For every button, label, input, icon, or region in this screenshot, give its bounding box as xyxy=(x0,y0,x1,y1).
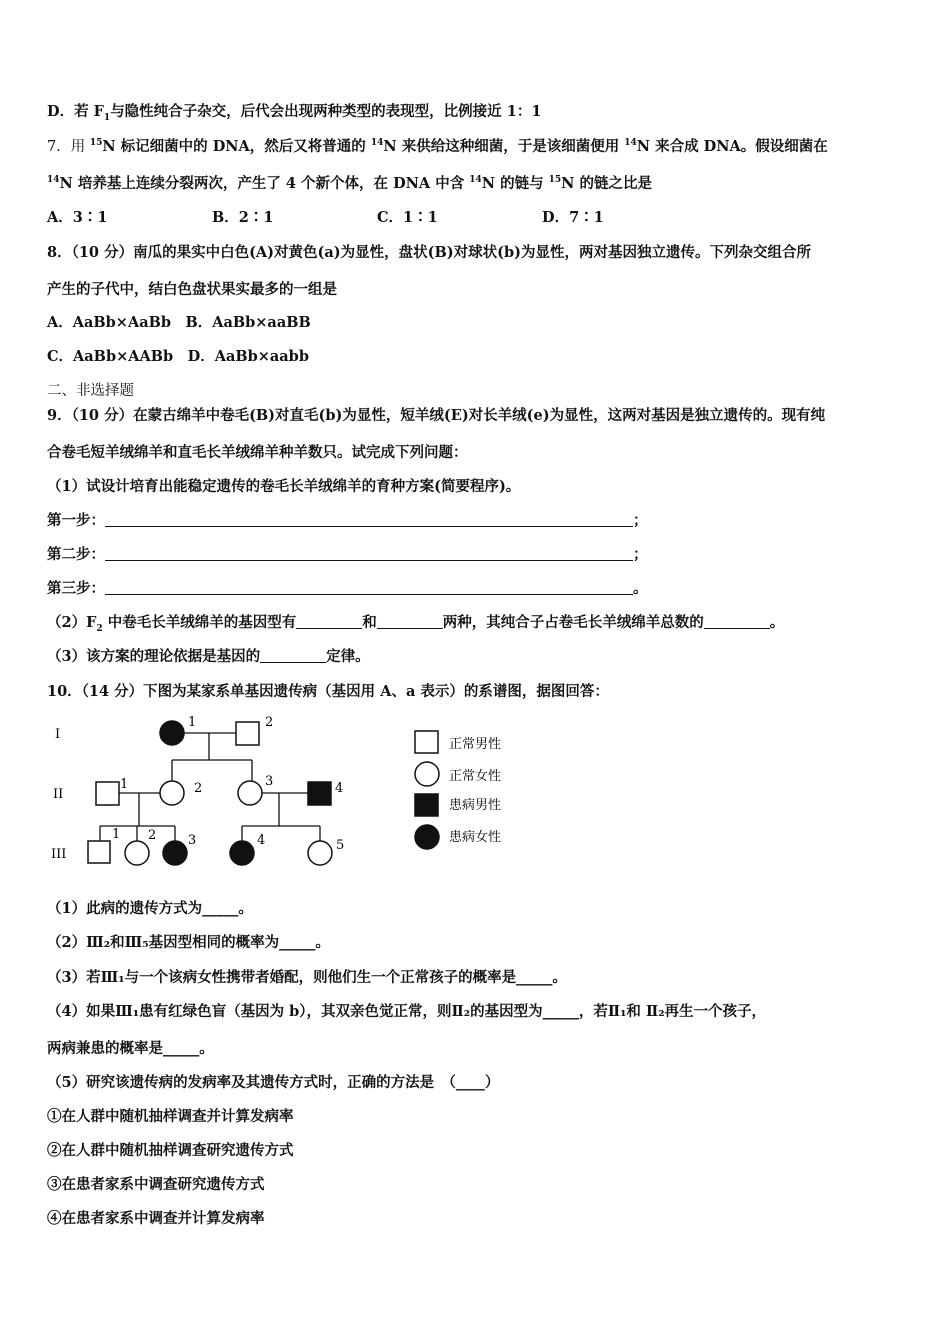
num-i2: 2 xyxy=(265,715,274,730)
gen-label-i: I xyxy=(55,727,61,742)
q7-option-d: D．7∶1 xyxy=(542,209,604,226)
num-iii3: 3 xyxy=(188,833,197,848)
q9-stem-line1: 9．（10 分）在蒙古绵羊中卷毛(B)对直毛(b)为显性，短羊绒(E)对长羊绒(e)为显性，这两对基因是独立遗传的。现有纯 xyxy=(47,407,826,424)
legend-normal-male-symbol xyxy=(415,731,438,753)
q9-sub2: $(2)F_2$ 中卷毛长羊绒绵羊的基因型有 和 两种，其纯合子占卷毛长羊绒绵羊总数的 。 xyxy=(47,614,785,634)
num-ii3: 3 xyxy=(265,774,274,789)
legend-affected-male: 患病男性 xyxy=(449,798,502,813)
individual-ii2-normal-female xyxy=(160,781,184,805)
q7-option-b: B．2∶1 xyxy=(212,209,274,226)
q10-choice-4: ④在患者家系中调查并计算发病率 xyxy=(47,1210,265,1227)
pedigree-chart xyxy=(45,708,525,878)
q10-choice-2: ②在人群中随机抽样调查研究遗传方式 xyxy=(47,1142,294,1159)
num-i1: 1 xyxy=(188,715,197,730)
q7-stem-line2: $^{14}$N 培养基上连续分裂两次，产生了 4 个新个体，在 DNA 中含 $^{14}$N 的链与 $^{15}$N 的链之比是 xyxy=(47,175,652,192)
num-ii4: 4 xyxy=(335,781,344,796)
individual-ii4-affected-male xyxy=(308,782,331,805)
q9-sub3: （3）该方案的理论依据是基因的 定律。 xyxy=(47,648,370,665)
q8-options-ab: A．AaBb×AaBb B．AaBb×aaBB xyxy=(47,314,311,331)
num-iii1: 1 xyxy=(112,827,121,842)
answer-blank[interactable] xyxy=(296,614,362,629)
q10-sub2: （2）Ⅲ₂和Ⅲ₅基因型相同的概率为_____。 xyxy=(47,934,330,951)
q9-step1: 第一步： ； xyxy=(47,512,648,529)
legend-normal-male: 正常男性 xyxy=(449,737,502,752)
num-iii2: 2 xyxy=(148,828,157,843)
q7-option-a: A．3∶1 xyxy=(47,209,108,226)
q10-sub3: （3）若Ⅲ₁与一个该病女性携带者婚配，则他们生一个正常孩子的概率是_____。 xyxy=(47,969,567,986)
legend-affected-male-symbol xyxy=(415,794,438,816)
q9-step3: 第三步： 。 xyxy=(47,580,648,597)
individual-iii2-normal-female xyxy=(125,841,149,865)
answer-blank[interactable] xyxy=(105,512,633,527)
answer-blank[interactable] xyxy=(377,614,443,629)
legend-normal-female-symbol xyxy=(415,762,439,786)
q8-stem-line1: 8．（10 分）南瓜的果实中白色(A)对黄色(a)为显性，盘状(B)对球状(b)为显性，两对基因独立遗传。下列杂交组合所 xyxy=(47,244,811,261)
q8-options-cd: C．AaBb×AABb D．AaBb×aabb xyxy=(47,348,309,365)
q9-stem-line2: 合卷毛短羊绒绵羊和直毛长羊绒绵羊种羊数只。试完成下列问题： xyxy=(47,444,468,461)
q7-stem-line1: 7．用 $^{15}$N 标记细菌中的 DNA，然后又将普通的 $^{14}$N 来供给这种细菌，于是该细菌便用 $^{14}$N 来合成 DNA。假设细菌在 xyxy=(47,138,828,155)
q10-choice-3: ③在患者家系中调查研究遗传方式 xyxy=(47,1176,265,1193)
individual-ii1-normal-male xyxy=(96,782,119,805)
individual-i1-affected-female xyxy=(160,721,184,745)
answer-blank[interactable] xyxy=(105,580,633,595)
individual-i2-normal-male xyxy=(236,722,259,745)
individual-iii3-affected-female xyxy=(163,841,187,865)
num-iii4: 4 xyxy=(257,833,266,848)
legend-affected-female-symbol xyxy=(415,825,439,849)
q8-stem-line2: 产生的子代中，结白色盘状果实最多的一组是 xyxy=(47,281,337,298)
q6-option-d: D．若 $F_1$与隐性纯合子杂交，后代会出现两种类型的表现型，比例接近 1：1 xyxy=(47,103,542,123)
q10-sub4-line2: 两病兼患的概率是_____。 xyxy=(47,1040,214,1057)
answer-blank[interactable] xyxy=(105,546,633,561)
legend-normal-female: 正常女性 xyxy=(449,769,502,784)
num-ii2: 2 xyxy=(194,781,203,796)
q10-sub4-line1: （4）如果Ⅲ₁患有红绿色盲（基因为 b），其双亲色觉正常，则Ⅱ₂的基因型为_____，若Ⅱ₁和 Ⅱ₂再生一个孩子， xyxy=(47,1003,767,1020)
legend-affected-female: 患病女性 xyxy=(449,830,502,845)
answer-blank[interactable] xyxy=(260,648,326,663)
num-ii1: 1 xyxy=(120,777,129,792)
section-title: 二、非选择题 xyxy=(47,383,134,399)
q10-sub1: （1）此病的遗传方式为_____。 xyxy=(47,900,253,917)
gen-label-ii: II xyxy=(53,787,64,802)
q10-sub5: （5）研究该遗传病的发病率及其遗传方式时，正确的方法是 （____） xyxy=(47,1074,500,1091)
answer-blank[interactable] xyxy=(704,614,770,629)
individual-iii1-normal-male xyxy=(88,841,110,863)
individual-iii5-normal-female xyxy=(308,841,332,865)
q10-choice-1: ①在人群中随机抽样调查并计算发病率 xyxy=(47,1108,294,1125)
individual-ii3-normal-female xyxy=(238,781,262,805)
individual-iii4-affected-female xyxy=(230,841,254,865)
q9-sub1: （1）试设计培育出能稳定遗传的卷毛长羊绒绵羊的育种方案(简要程序)。 xyxy=(47,478,521,495)
num-iii5: 5 xyxy=(336,838,345,853)
q9-step2: 第二步： ； xyxy=(47,546,648,563)
gen-label-iii: III xyxy=(51,847,67,862)
q10-stem: 10．（14 分）下图为某家系单基因遗传病（基因用 A、a 表示）的系谱图，据图回答： xyxy=(47,683,609,700)
q7-option-c: C．1∶1 xyxy=(377,209,438,226)
